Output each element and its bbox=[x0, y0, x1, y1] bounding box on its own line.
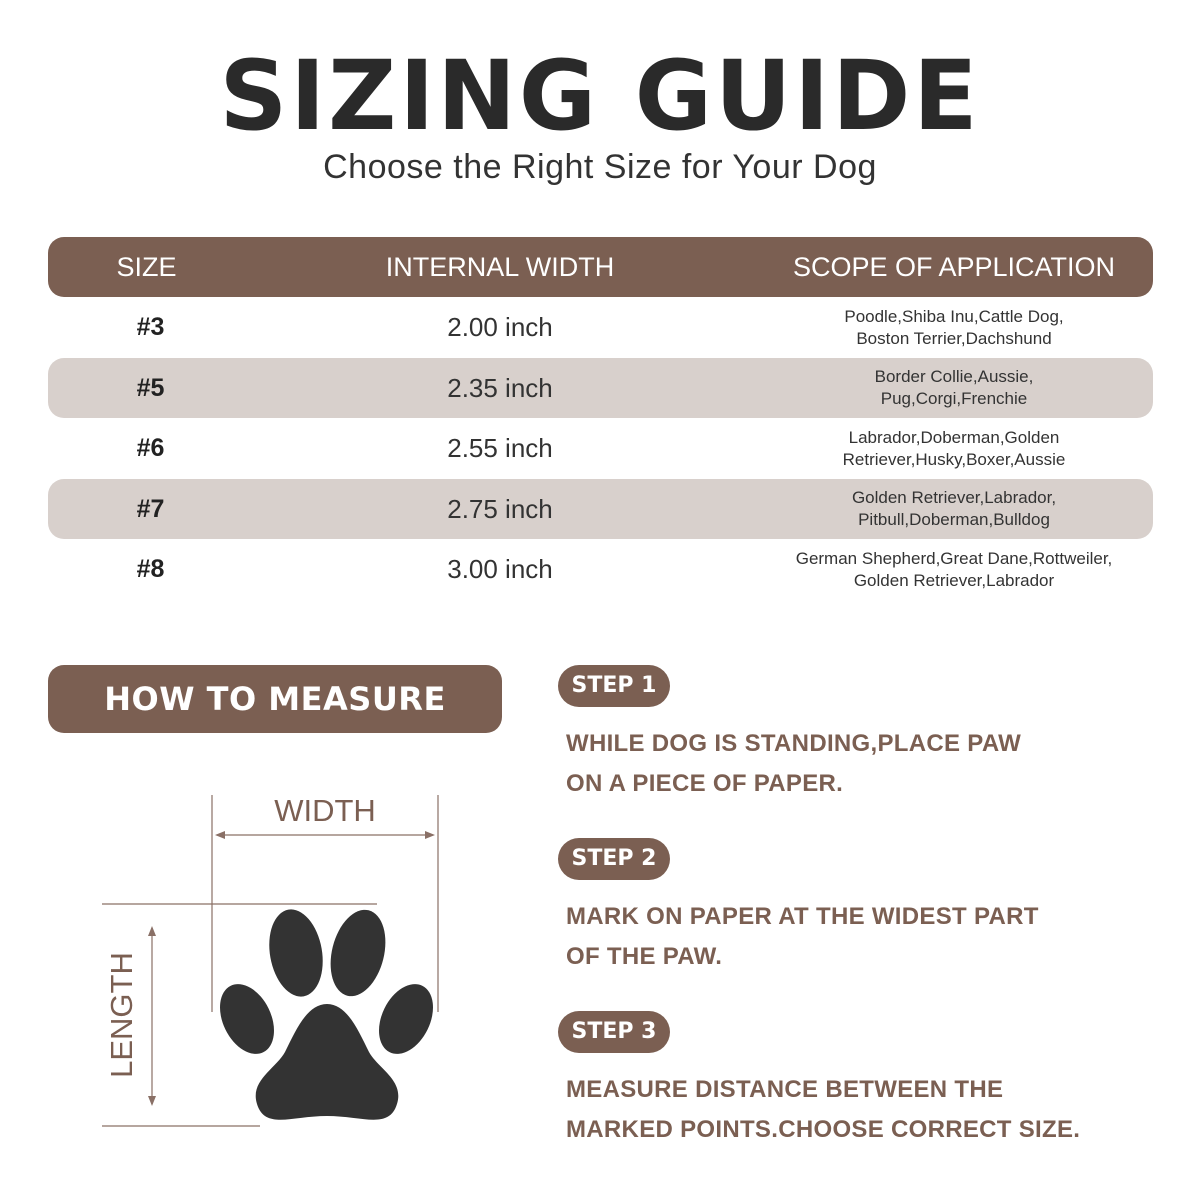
page-subtitle: Choose the Right Size for Your Dog bbox=[323, 148, 877, 186]
width-cell: 2.75 inch bbox=[447, 493, 553, 524]
header-scope: SCOPE OF APPLICATION bbox=[792, 251, 1116, 282]
width-label: WIDTH bbox=[274, 793, 376, 828]
how-to-measure-banner: HOW TO MEASURE bbox=[48, 665, 502, 733]
step-line: MARK ON PAPER AT THE WIDEST PART bbox=[566, 903, 1039, 930]
length-label: LENGTH bbox=[104, 952, 139, 1078]
scope-cell bbox=[755, 548, 1153, 592]
scope-line: Pug,Corgi,Frenchie bbox=[880, 389, 1028, 408]
step-1-badge: STEP 1 bbox=[558, 665, 670, 707]
scope-line: Border Collie,Aussie, bbox=[874, 367, 1034, 386]
width-cell: 2.00 inch bbox=[447, 312, 553, 342]
step-line: MARKED POINTS.CHOOSE CORRECT SIZE. bbox=[566, 1116, 1081, 1143]
step-2-text bbox=[566, 897, 1126, 977]
table-row bbox=[48, 419, 1153, 479]
step-line: WHILE DOG IS STANDING,PLACE PAW bbox=[566, 730, 1022, 757]
size-cell: #7 bbox=[136, 494, 165, 523]
measure-diagram bbox=[95, 790, 445, 1135]
paw-icon bbox=[209, 904, 444, 1120]
table-row bbox=[48, 358, 1153, 418]
header-size: SIZE bbox=[116, 251, 177, 282]
table-row bbox=[48, 479, 1153, 539]
step-2-badge: STEP 2 bbox=[558, 838, 670, 880]
scope-line: German Shepherd,Great Dane,Rottweiler, bbox=[795, 548, 1113, 568]
step-line: OF THE PAW. bbox=[566, 943, 723, 970]
step-line: ON A PIECE OF PAPER. bbox=[566, 770, 844, 797]
width-cell: 3.00 inch bbox=[447, 554, 553, 584]
size-cell: #5 bbox=[136, 373, 165, 402]
scope-cell bbox=[755, 427, 1153, 471]
scope-line: Golden Retriever,Labrador, bbox=[851, 488, 1057, 507]
step-3-text bbox=[566, 1070, 1126, 1150]
table-row bbox=[48, 298, 1153, 358]
step-line: MEASURE DISTANCE BETWEEN THE bbox=[566, 1076, 1004, 1103]
scope-line: Boston Terrier,Dachshund bbox=[856, 328, 1052, 348]
width-arrowhead-right bbox=[425, 831, 435, 839]
size-cell: #6 bbox=[136, 434, 165, 462]
scope-line: Retriever,Husky,Boxer,Aussie bbox=[842, 449, 1066, 469]
scope-line: Golden Retriever,Labrador bbox=[853, 570, 1055, 590]
size-table bbox=[48, 237, 1153, 600]
size-cell: #3 bbox=[136, 313, 165, 341]
header-internal-width: INTERNAL WIDTH bbox=[385, 251, 615, 282]
scope-line: Poodle,Shiba Inu,Cattle Dog, bbox=[844, 306, 1064, 326]
page-title: SIZING GUIDE bbox=[219, 40, 981, 152]
step-1-text bbox=[566, 724, 1126, 804]
step-3-badge: STEP 3 bbox=[558, 1011, 670, 1053]
scope-line: Labrador,Doberman,Golden bbox=[848, 427, 1060, 447]
width-cell: 2.55 inch bbox=[447, 433, 553, 463]
table-header bbox=[48, 237, 1153, 297]
length-arrowhead-bottom bbox=[148, 1096, 156, 1106]
width-cell: 2.35 inch bbox=[447, 372, 553, 403]
length-arrowhead-top bbox=[148, 926, 156, 936]
table-row bbox=[48, 540, 1153, 600]
scope-cell bbox=[755, 366, 1153, 410]
scope-cell bbox=[755, 306, 1153, 350]
scope-line: Pitbull,Doberman,Bulldog bbox=[858, 510, 1050, 529]
scope-cell bbox=[755, 487, 1153, 531]
size-cell: #8 bbox=[136, 555, 165, 583]
width-arrowhead-left bbox=[215, 831, 225, 839]
